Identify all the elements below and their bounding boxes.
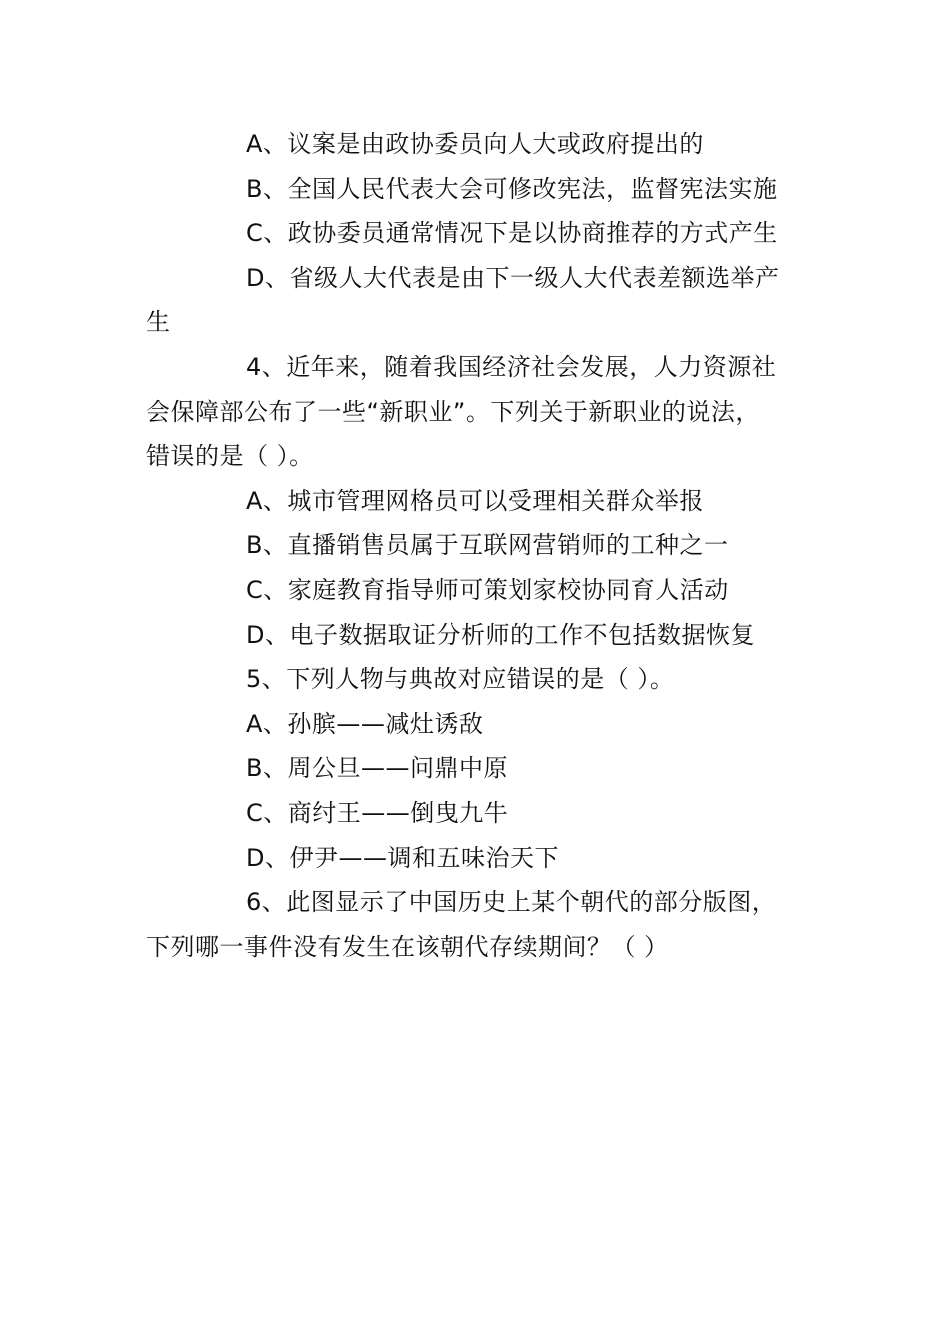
q4-option-b: B、直播销售员属于互联网营销师的工种之一: [246, 531, 729, 560]
q3-option-b: B、全国人民代表大会可修改宪法，监督宪法实施: [246, 174, 778, 203]
q5-option-a: A、孙膑——减灶诱敌: [246, 709, 484, 738]
q3-option-c: C、政协委员通常情况下是以协商推荐的方式产生: [246, 219, 778, 248]
q6-stem-line-2: 下列哪一事件没有发生在该朝代存续期间？（ ）: [146, 932, 669, 961]
q5-option-b: B、周公旦——问鼎中原: [246, 754, 508, 783]
q4-stem-line-1: 4、近年来，随着我国经济社会发展，人力资源社: [246, 352, 777, 381]
page-content: [146, 122, 810, 969]
q6-stem-line-1: 6、此图显示了中国历史上某个朝代的部分版图，: [246, 888, 777, 917]
q4-option-a: A、城市管理网格员可以受理相关群众举报: [246, 486, 704, 515]
q3-option-d-continuation: 生: [146, 308, 171, 337]
q3-option-a: A、议案是由政协委员向人大或政府提出的: [246, 130, 704, 158]
q5-stem: 5、下列人物与典故对应错误的是（ ）。: [246, 665, 675, 694]
q3-option-d: D、省级人大代表是由下一级人大代表差额选举产: [246, 263, 780, 292]
q5-option-d: D、伊尹——调和五味治天下: [246, 843, 559, 872]
q4-stem-line-2: 会保障部公布了一些“新职业”。下列关于新职业的说法，: [146, 397, 760, 426]
q4-option-d: D、电子数据取证分析师的工作不包括数据恢复: [246, 620, 755, 649]
q4-stem-line-3: 错误的是（ ）。: [146, 442, 314, 471]
q4-option-c: C、家庭教育指导师可策划家校协同育人活动: [246, 575, 729, 604]
q5-option-c: C、商纣王——倒曳九牛: [246, 798, 509, 827]
